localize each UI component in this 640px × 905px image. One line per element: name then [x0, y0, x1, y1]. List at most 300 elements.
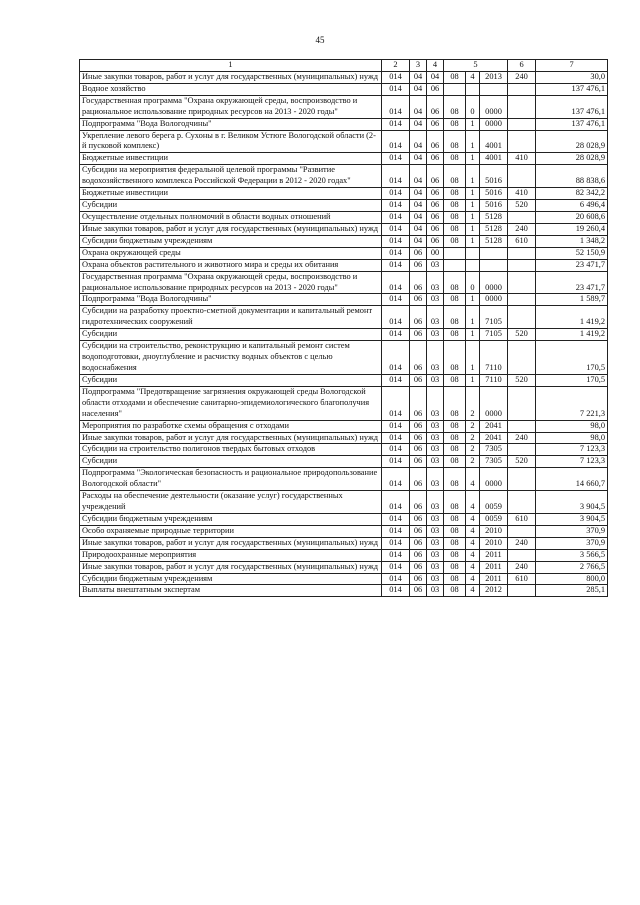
table-row — [80, 549, 608, 561]
row-p2-cell: 1 — [466, 130, 480, 153]
table-body — [80, 71, 608, 596]
row-p2-cell: 1 — [466, 374, 480, 386]
row-p1-cell: 08 — [444, 386, 466, 420]
row-c2-cell: 014 — [382, 153, 410, 165]
row-p2-cell: 2 — [466, 386, 480, 420]
table-row — [80, 235, 608, 247]
row-c7-cell: 88 838,6 — [536, 165, 608, 188]
row-p1-cell: 08 — [444, 71, 466, 83]
row-c6-cell: 520 — [508, 456, 536, 468]
row-p2-cell: 1 — [466, 153, 480, 165]
row-c2-cell: 014 — [382, 95, 410, 118]
row-c6-cell — [508, 165, 536, 188]
row-name-cell: Субсидии на строительство полигонов твердых бытовых отходов — [80, 444, 382, 456]
row-p3-cell: 2010 — [480, 525, 508, 537]
row-c2-cell: 014 — [382, 223, 410, 235]
header-cell: 6 — [508, 60, 536, 72]
row-p3-cell — [480, 83, 508, 95]
row-name-cell: Иные закупки товаров, работ и услуг для государственных (муниципальных) нужд — [80, 432, 382, 444]
row-p1-cell: 08 — [444, 130, 466, 153]
row-c6-cell: 240 — [508, 537, 536, 549]
row-c2-cell: 014 — [382, 585, 410, 597]
row-name-cell: Субсидии на строительство, реконструкцию и капитальный ремонт систем водоподготовки, дноуглубление и расчистку водных объектов с целью водоснабжения — [80, 341, 382, 375]
row-p2-cell: 1 — [466, 329, 480, 341]
table-row — [80, 118, 608, 130]
row-c4-cell: 03 — [427, 329, 444, 341]
row-c6-cell: 610 — [508, 513, 536, 525]
row-c2-cell: 014 — [382, 306, 410, 329]
table-row — [80, 491, 608, 514]
row-p3-cell: 0000 — [480, 386, 508, 420]
row-c2-cell: 014 — [382, 165, 410, 188]
row-p2-cell: 4 — [466, 525, 480, 537]
row-p2-cell: 2 — [466, 420, 480, 432]
header-cell: 7 — [536, 60, 608, 72]
row-p1-cell: 08 — [444, 420, 466, 432]
row-c4-cell: 03 — [427, 374, 444, 386]
row-c7-cell: 28 028,9 — [536, 130, 608, 153]
row-c4-cell: 03 — [427, 306, 444, 329]
row-c3-cell: 06 — [410, 537, 427, 549]
row-c6-cell — [508, 386, 536, 420]
row-c6-cell: 240 — [508, 223, 536, 235]
row-p3-cell — [480, 247, 508, 259]
row-p3-cell: 0000 — [480, 118, 508, 130]
row-c6-cell — [508, 420, 536, 432]
row-p2-cell: 1 — [466, 294, 480, 306]
row-c4-cell: 00 — [427, 247, 444, 259]
row-p3-cell: 5128 — [480, 235, 508, 247]
row-p2-cell: 4 — [466, 468, 480, 491]
row-c6-cell: 520 — [508, 329, 536, 341]
row-c2-cell: 014 — [382, 71, 410, 83]
row-p2-cell: 2 — [466, 432, 480, 444]
table-row — [80, 468, 608, 491]
row-p2-cell: 1 — [466, 188, 480, 200]
table-row — [80, 585, 608, 597]
row-c2-cell: 014 — [382, 118, 410, 130]
row-c3-cell: 04 — [410, 130, 427, 153]
table-row — [80, 83, 608, 95]
row-c3-cell: 04 — [410, 235, 427, 247]
row-c4-cell: 06 — [427, 83, 444, 95]
row-c4-cell: 06 — [427, 130, 444, 153]
row-p1-cell: 08 — [444, 223, 466, 235]
row-p1-cell: 08 — [444, 271, 466, 294]
row-c4-cell: 03 — [427, 259, 444, 271]
row-p1-cell: 08 — [444, 118, 466, 130]
row-p3-cell: 2011 — [480, 561, 508, 573]
row-c7-cell: 14 660,7 — [536, 468, 608, 491]
row-c3-cell: 06 — [410, 585, 427, 597]
row-p2-cell: 2 — [466, 444, 480, 456]
row-p1-cell: 08 — [444, 525, 466, 537]
row-p1-cell: 08 — [444, 306, 466, 329]
table-row — [80, 211, 608, 223]
row-p1-cell: 08 — [444, 491, 466, 514]
row-p3-cell: 2011 — [480, 573, 508, 585]
row-name-cell: Особо охраняемые природные территории — [80, 525, 382, 537]
row-p3-cell: 2013 — [480, 71, 508, 83]
row-p3-cell: 5128 — [480, 223, 508, 235]
row-name-cell: Расходы на обеспечение деятельности (оказание услуг) государственных учреждений — [80, 491, 382, 514]
row-name-cell: Субсидии бюджетным учреждениям — [80, 573, 382, 585]
table-row — [80, 200, 608, 212]
row-c2-cell: 014 — [382, 247, 410, 259]
row-c7-cell: 1 348,2 — [536, 235, 608, 247]
row-c4-cell: 03 — [427, 561, 444, 573]
row-c2-cell: 014 — [382, 259, 410, 271]
row-p1-cell: 08 — [444, 200, 466, 212]
row-name-cell: Выплаты внештатным экспертам — [80, 585, 382, 597]
row-c7-cell: 3 904,5 — [536, 513, 608, 525]
row-c4-cell: 03 — [427, 386, 444, 420]
row-c2-cell: 014 — [382, 200, 410, 212]
row-p2-cell: 0 — [466, 271, 480, 294]
row-c7-cell: 800,0 — [536, 573, 608, 585]
row-name-cell: Охрана объектов растительного и животного мира и среды их обитания — [80, 259, 382, 271]
row-p2-cell: 4 — [466, 585, 480, 597]
row-c3-cell: 06 — [410, 374, 427, 386]
row-c7-cell: 137 476,1 — [536, 83, 608, 95]
page-number: 45 — [315, 35, 325, 45]
row-name-cell: Бюджетные инвестиции — [80, 188, 382, 200]
row-c7-cell: 370,9 — [536, 537, 608, 549]
row-c2-cell: 014 — [382, 130, 410, 153]
row-c6-cell — [508, 549, 536, 561]
row-c7-cell: 23 471,7 — [536, 271, 608, 294]
row-c6-cell — [508, 468, 536, 491]
row-p2-cell — [466, 259, 480, 271]
row-p1-cell: 08 — [444, 573, 466, 585]
row-c6-cell — [508, 306, 536, 329]
row-name-cell: Осуществление отдельных полномочий в области водных отношений — [80, 211, 382, 223]
row-c6-cell: 520 — [508, 374, 536, 386]
row-c6-cell — [508, 211, 536, 223]
row-p3-cell: 2011 — [480, 549, 508, 561]
row-c7-cell: 30,0 — [536, 71, 608, 83]
row-p3-cell: 5016 — [480, 200, 508, 212]
row-p1-cell — [444, 83, 466, 95]
row-c7-cell: 7 123,3 — [536, 456, 608, 468]
row-p2-cell: 1 — [466, 211, 480, 223]
row-p2-cell — [466, 247, 480, 259]
row-p3-cell: 5016 — [480, 188, 508, 200]
row-c6-cell — [508, 491, 536, 514]
row-p3-cell: 7110 — [480, 341, 508, 375]
header-cell: 3 — [410, 60, 427, 72]
row-name-cell: Субсидии бюджетным учреждениям — [80, 235, 382, 247]
row-c7-cell: 1 589,7 — [536, 294, 608, 306]
row-p1-cell: 08 — [444, 549, 466, 561]
row-c3-cell: 04 — [410, 223, 427, 235]
row-name-cell: Подпрограмма "Вода Вологодчины" — [80, 294, 382, 306]
table-row — [80, 165, 608, 188]
row-c7-cell: 3 904,5 — [536, 491, 608, 514]
row-c4-cell: 03 — [427, 341, 444, 375]
table-row — [80, 153, 608, 165]
table-row — [80, 71, 608, 83]
row-c3-cell: 04 — [410, 211, 427, 223]
table-row — [80, 513, 608, 525]
row-c4-cell: 06 — [427, 118, 444, 130]
table-row — [80, 537, 608, 549]
table-row — [80, 95, 608, 118]
row-c4-cell: 04 — [427, 71, 444, 83]
row-p1-cell: 08 — [444, 444, 466, 456]
row-p3-cell: 4001 — [480, 130, 508, 153]
row-p2-cell: 1 — [466, 118, 480, 130]
row-name-cell: Природоохранные мероприятия — [80, 549, 382, 561]
row-p1-cell: 08 — [444, 561, 466, 573]
row-c3-cell: 06 — [410, 561, 427, 573]
row-c7-cell: 28 028,9 — [536, 153, 608, 165]
row-p3-cell: 5128 — [480, 211, 508, 223]
row-c4-cell: 03 — [427, 491, 444, 514]
row-c2-cell: 014 — [382, 432, 410, 444]
row-c7-cell: 98,0 — [536, 420, 608, 432]
row-c3-cell: 06 — [410, 329, 427, 341]
row-p3-cell: 7305 — [480, 456, 508, 468]
row-c2-cell: 014 — [382, 573, 410, 585]
row-p2-cell: 2 — [466, 456, 480, 468]
row-p3-cell: 2010 — [480, 537, 508, 549]
row-c3-cell: 06 — [410, 432, 427, 444]
row-c2-cell: 014 — [382, 374, 410, 386]
row-c4-cell: 03 — [427, 549, 444, 561]
table-row — [80, 130, 608, 153]
table-row — [80, 294, 608, 306]
row-p3-cell: 0000 — [480, 95, 508, 118]
row-c7-cell: 137 476,1 — [536, 118, 608, 130]
row-c6-cell — [508, 130, 536, 153]
row-name-cell: Субсидии — [80, 374, 382, 386]
row-c4-cell: 03 — [427, 294, 444, 306]
row-p3-cell: 0059 — [480, 491, 508, 514]
row-p2-cell: 4 — [466, 573, 480, 585]
row-c4-cell: 06 — [427, 165, 444, 188]
row-p2-cell: 0 — [466, 95, 480, 118]
row-c7-cell: 2 766,5 — [536, 561, 608, 573]
row-c4-cell: 03 — [427, 444, 444, 456]
table-row — [80, 341, 608, 375]
row-c3-cell: 06 — [410, 386, 427, 420]
row-c6-cell — [508, 294, 536, 306]
budget-table — [79, 59, 608, 597]
row-p3-cell: 0000 — [480, 468, 508, 491]
row-c4-cell: 03 — [427, 432, 444, 444]
table-row — [80, 444, 608, 456]
row-c3-cell: 04 — [410, 83, 427, 95]
row-name-cell: Субсидии — [80, 329, 382, 341]
row-p2-cell: 1 — [466, 235, 480, 247]
row-p1-cell: 08 — [444, 294, 466, 306]
row-c2-cell: 014 — [382, 386, 410, 420]
row-c7-cell: 52 150,9 — [536, 247, 608, 259]
row-p1-cell: 08 — [444, 585, 466, 597]
row-p3-cell: 2041 — [480, 432, 508, 444]
row-c3-cell: 06 — [410, 259, 427, 271]
row-c3-cell: 06 — [410, 549, 427, 561]
row-p1-cell: 08 — [444, 235, 466, 247]
row-c2-cell: 014 — [382, 341, 410, 375]
row-c2-cell: 014 — [382, 329, 410, 341]
row-name-cell: Субсидии на разработку проектно-сметной документации и капитальный ремонт гидротехнических сооружений — [80, 306, 382, 329]
row-c6-cell — [508, 118, 536, 130]
row-name-cell: Иные закупки товаров, работ и услуг для государственных (муниципальных) нужд — [80, 71, 382, 83]
row-c3-cell: 04 — [410, 200, 427, 212]
row-c6-cell: 610 — [508, 235, 536, 247]
row-c4-cell: 03 — [427, 513, 444, 525]
row-p1-cell: 08 — [444, 513, 466, 525]
table-row — [80, 271, 608, 294]
table-row — [80, 561, 608, 573]
row-c3-cell: 06 — [410, 444, 427, 456]
row-p1-cell: 08 — [444, 537, 466, 549]
row-name-cell: Подпрограмма "Вода Вологодчины" — [80, 118, 382, 130]
row-c2-cell: 014 — [382, 456, 410, 468]
row-c3-cell: 04 — [410, 165, 427, 188]
row-c6-cell: 240 — [508, 71, 536, 83]
row-name-cell: Мероприятия по разработке схемы обращения с отходами — [80, 420, 382, 432]
row-p3-cell: 2012 — [480, 585, 508, 597]
row-c2-cell: 014 — [382, 525, 410, 537]
row-p2-cell: 4 — [466, 549, 480, 561]
row-c7-cell: 23 471,7 — [536, 259, 608, 271]
row-c6-cell: 610 — [508, 573, 536, 585]
table-row — [80, 259, 608, 271]
table-row — [80, 247, 608, 259]
row-c3-cell: 06 — [410, 513, 427, 525]
row-c3-cell: 06 — [410, 420, 427, 432]
row-c2-cell: 014 — [382, 83, 410, 95]
row-p2-cell: 1 — [466, 165, 480, 188]
table-row — [80, 374, 608, 386]
row-c6-cell: 240 — [508, 561, 536, 573]
row-name-cell: Государственная программа "Охрана окружающей среды, воспроизводство и рациональное использование природных ресурсов на 2013 - 2020 годы" — [80, 95, 382, 118]
row-c3-cell: 04 — [410, 95, 427, 118]
row-p1-cell: 08 — [444, 432, 466, 444]
row-c3-cell: 04 — [410, 153, 427, 165]
row-c3-cell: 06 — [410, 294, 427, 306]
row-name-cell: Водное хозяйство — [80, 83, 382, 95]
row-p3-cell: 0000 — [480, 294, 508, 306]
row-c3-cell: 04 — [410, 188, 427, 200]
row-c6-cell — [508, 585, 536, 597]
row-name-cell: Государственная программа "Охрана окружающей среды, воспроизводство и рациональное использование природных ресурсов на 2013 - 2020 годы" — [80, 271, 382, 294]
row-c6-cell — [508, 525, 536, 537]
row-c3-cell: 06 — [410, 468, 427, 491]
row-c7-cell: 6 496,4 — [536, 200, 608, 212]
table-row — [80, 456, 608, 468]
row-name-cell: Субсидии бюджетным учреждениям — [80, 513, 382, 525]
row-p3-cell: 7110 — [480, 374, 508, 386]
row-c3-cell: 06 — [410, 525, 427, 537]
row-p2-cell: 4 — [466, 71, 480, 83]
row-p1-cell: 08 — [444, 456, 466, 468]
row-c7-cell: 285,1 — [536, 585, 608, 597]
row-c2-cell: 014 — [382, 444, 410, 456]
row-p3-cell: 7105 — [480, 306, 508, 329]
table-row — [80, 525, 608, 537]
row-name-cell: Субсидии — [80, 200, 382, 212]
row-name-cell: Укрепление левого берега р. Сухоны в г. Великом Устюге Вологодской области (2-й пусковой комплекс) — [80, 130, 382, 153]
row-p3-cell: 2041 — [480, 420, 508, 432]
row-c4-cell: 06 — [427, 200, 444, 212]
row-p3-cell: 4001 — [480, 153, 508, 165]
row-p1-cell — [444, 247, 466, 259]
row-c4-cell: 06 — [427, 188, 444, 200]
row-c2-cell: 014 — [382, 561, 410, 573]
row-c6-cell — [508, 83, 536, 95]
row-c7-cell: 7 221,3 — [536, 386, 608, 420]
row-c4-cell: 03 — [427, 585, 444, 597]
row-c7-cell: 7 123,3 — [536, 444, 608, 456]
row-c6-cell: 410 — [508, 188, 536, 200]
row-p2-cell: 4 — [466, 537, 480, 549]
header-row — [80, 60, 608, 72]
row-c2-cell: 014 — [382, 491, 410, 514]
row-c4-cell: 03 — [427, 573, 444, 585]
table-row — [80, 386, 608, 420]
row-c2-cell: 014 — [382, 211, 410, 223]
row-p3-cell: 0059 — [480, 513, 508, 525]
row-p1-cell: 08 — [444, 153, 466, 165]
row-c4-cell: 06 — [427, 95, 444, 118]
row-p1-cell: 08 — [444, 374, 466, 386]
row-c2-cell: 014 — [382, 537, 410, 549]
row-p1-cell: 08 — [444, 211, 466, 223]
row-name-cell: Иные закупки товаров, работ и услуг для государственных (муниципальных) нужд — [80, 537, 382, 549]
row-c3-cell: 06 — [410, 456, 427, 468]
header-cell: 4 — [427, 60, 444, 72]
row-c3-cell: 06 — [410, 271, 427, 294]
row-p1-cell — [444, 259, 466, 271]
row-c7-cell: 170,5 — [536, 341, 608, 375]
row-name-cell: Подпрограмма "Предотвращение загрязнения окружающей среды Вологодской области отходами и обеспечение санитарно-эпидемиологического благополучия населения" — [80, 386, 382, 420]
table-row — [80, 432, 608, 444]
row-c6-cell — [508, 341, 536, 375]
row-p2-cell: 4 — [466, 513, 480, 525]
row-c6-cell: 240 — [508, 432, 536, 444]
row-p1-cell: 08 — [444, 188, 466, 200]
row-c4-cell: 06 — [427, 235, 444, 247]
row-c7-cell: 1 419,2 — [536, 329, 608, 341]
row-c2-cell: 014 — [382, 549, 410, 561]
row-c7-cell: 1 419,2 — [536, 306, 608, 329]
row-c6-cell — [508, 95, 536, 118]
row-c7-cell: 20 608,6 — [536, 211, 608, 223]
row-c6-cell: 520 — [508, 200, 536, 212]
row-c6-cell — [508, 259, 536, 271]
table-row — [80, 223, 608, 235]
table-row — [80, 329, 608, 341]
row-c2-cell: 014 — [382, 235, 410, 247]
row-c6-cell: 410 — [508, 153, 536, 165]
row-c3-cell: 06 — [410, 247, 427, 259]
row-c2-cell: 014 — [382, 468, 410, 491]
row-c4-cell: 03 — [427, 525, 444, 537]
row-c3-cell: 04 — [410, 118, 427, 130]
row-p3-cell: 7105 — [480, 329, 508, 341]
row-c2-cell: 014 — [382, 188, 410, 200]
row-c7-cell: 137 476,1 — [536, 95, 608, 118]
row-c4-cell: 03 — [427, 271, 444, 294]
row-c3-cell: 06 — [410, 573, 427, 585]
row-p2-cell: 1 — [466, 341, 480, 375]
row-c4-cell: 03 — [427, 468, 444, 491]
row-p2-cell — [466, 83, 480, 95]
